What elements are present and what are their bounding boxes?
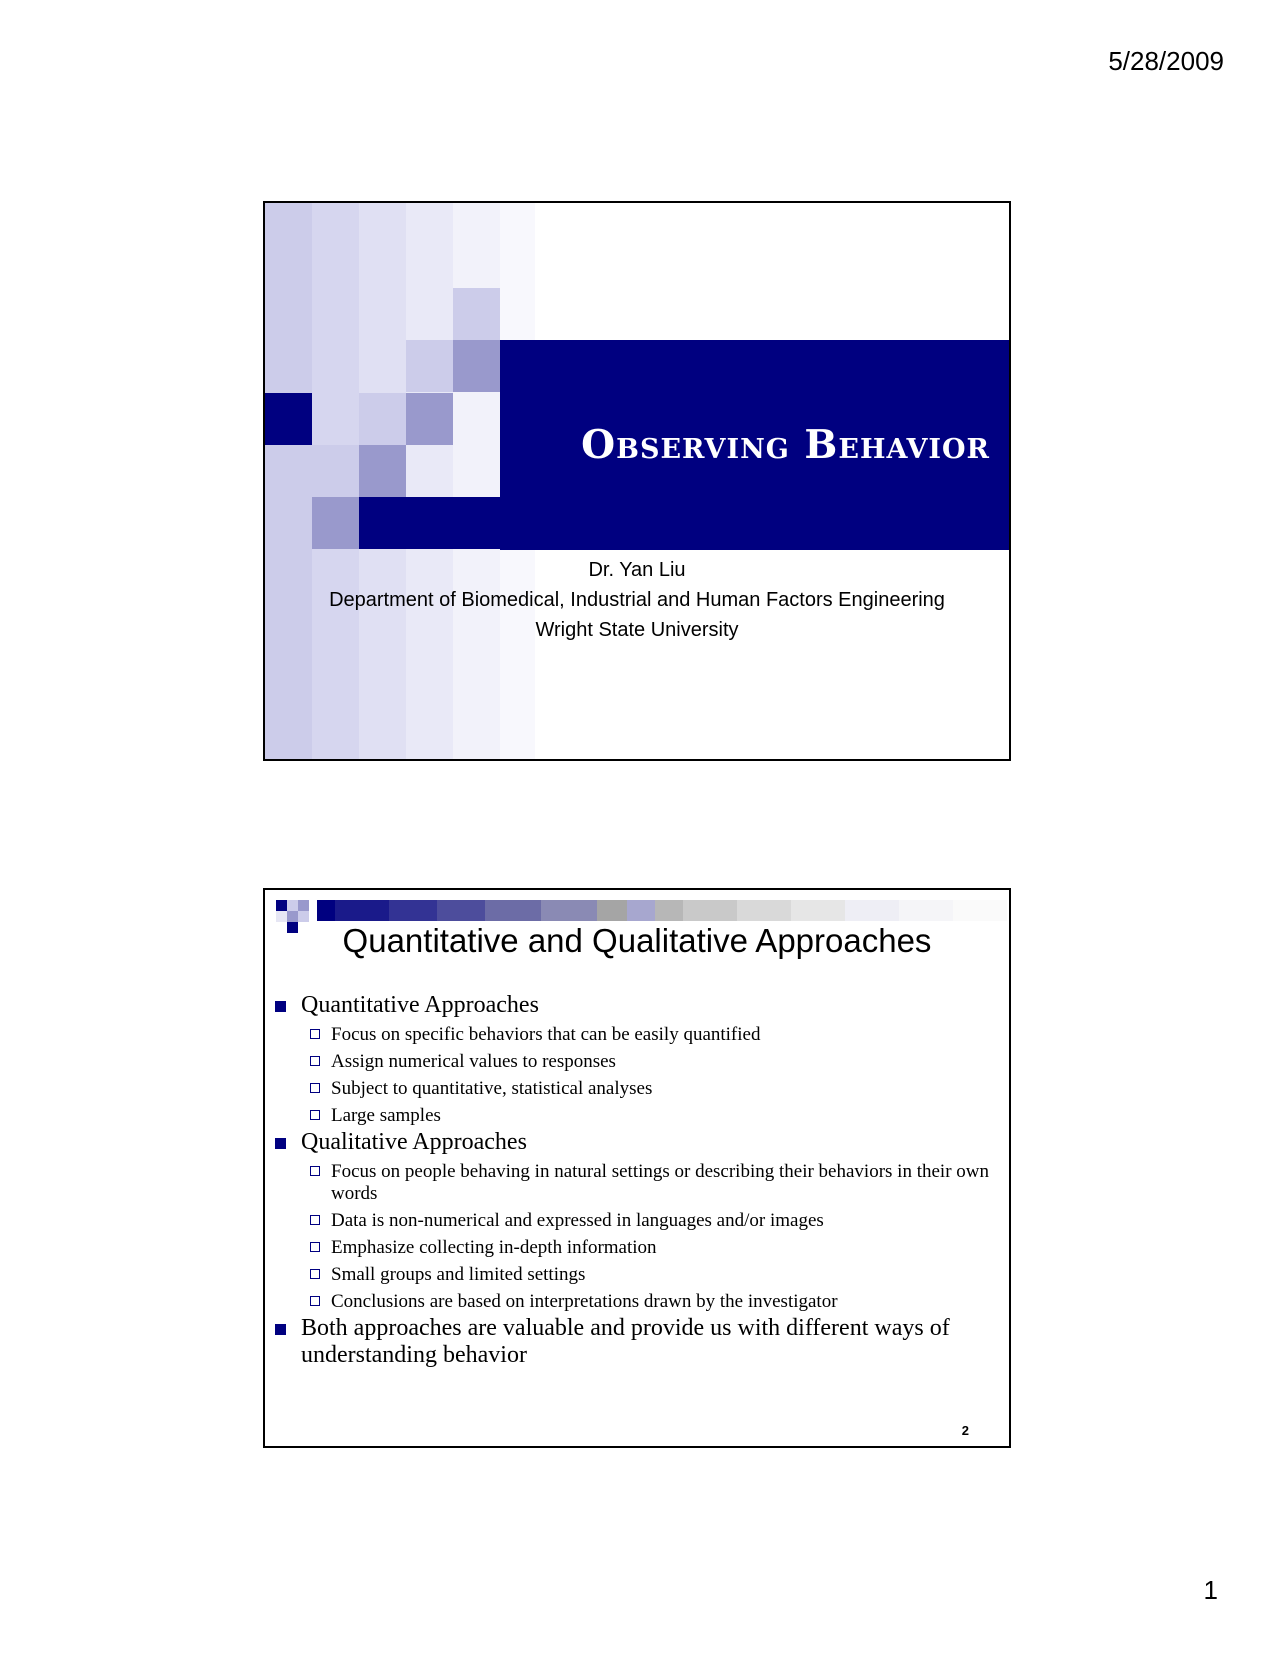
gradient-strip: [453, 203, 500, 759]
corner-square: [298, 900, 309, 911]
hollow-square-bullet-icon: [310, 1215, 320, 1225]
gradient-strip: [406, 203, 453, 759]
decor-square: [359, 497, 500, 549]
corner-square: [276, 900, 287, 911]
list-item: Large samples: [273, 1105, 993, 1127]
slide-2-content: [273, 990, 993, 1369]
list-item: Data is non-numerical and expressed in languages and/or images: [273, 1210, 993, 1232]
top-gradient-bar: [317, 900, 1007, 921]
corner-square: [287, 911, 298, 922]
hollow-square-bullet-icon: [310, 1242, 320, 1252]
decor-square: [359, 393, 406, 445]
decor-square: [312, 445, 359, 497]
slide-1-subtitle: [265, 555, 1009, 645]
decor-square: [406, 393, 453, 445]
hollow-square-bullet-icon: [310, 1296, 320, 1306]
hollow-square-bullet-icon: [310, 1166, 320, 1176]
bullet-quantitative: Quantitative Approaches: [273, 992, 993, 1019]
hollow-square-bullet-icon: [310, 1056, 320, 1066]
square-bullet-icon: [275, 1001, 286, 1012]
corner-square: [287, 900, 298, 911]
list-item: Small groups and limited settings: [273, 1264, 993, 1286]
decor-square: [312, 497, 359, 549]
page-date: 5/28/2009: [1108, 46, 1224, 76]
slide-2-content-slide: [263, 888, 1011, 1448]
decor-square: [406, 340, 453, 392]
slide-1-title-text: Observing Behavior: [581, 422, 990, 468]
decor-square: [453, 288, 500, 340]
bullet-qualitative: Qualitative Approaches: [273, 1129, 993, 1156]
list-item: Focus on specific behaviors that can be easily quantified: [273, 1024, 993, 1046]
list-item: Subject to quantitative, statistical analyses: [273, 1078, 993, 1100]
decor-square: [453, 340, 500, 392]
author-name: Dr. Yan Liu: [588, 559, 686, 581]
slide-1-title-slide: [263, 201, 1011, 761]
university-name: Wright State University: [535, 619, 739, 641]
hollow-square-bullet-icon: [310, 1269, 320, 1279]
list-item: Focus on people behaving in natural settings or describing their behaviors in their own words: [273, 1161, 993, 1205]
department-name: Department of Biomedical, Industrial and Human Factors Engineering: [329, 589, 945, 611]
hollow-square-bullet-icon: [310, 1029, 320, 1039]
gradient-strip: [265, 203, 312, 759]
list-item: Emphasize collecting in-depth information: [273, 1237, 993, 1259]
list-item: Assign numerical values to responses: [273, 1051, 993, 1073]
navy-block: [265, 393, 312, 445]
slide-1-title: [500, 340, 990, 550]
bullet-conclusion: Both approaches are valuable and provide us with different ways of understanding behavior: [273, 1315, 993, 1369]
slide-number: 2: [961, 1423, 969, 1438]
page-number: 1: [1203, 1575, 1218, 1605]
corner-square: [276, 911, 287, 922]
decor-square: [359, 445, 406, 497]
hollow-square-bullet-icon: [310, 1110, 320, 1120]
hollow-square-bullet-icon: [310, 1083, 320, 1093]
slide-2-title: Quantitative and Qualitative Approaches: [342, 922, 932, 959]
square-bullet-icon: [275, 1138, 286, 1149]
corner-square: [298, 911, 309, 922]
list-item: Conclusions are based on interpretations drawn by the investigator: [273, 1291, 993, 1313]
square-bullet-icon: [275, 1324, 286, 1335]
